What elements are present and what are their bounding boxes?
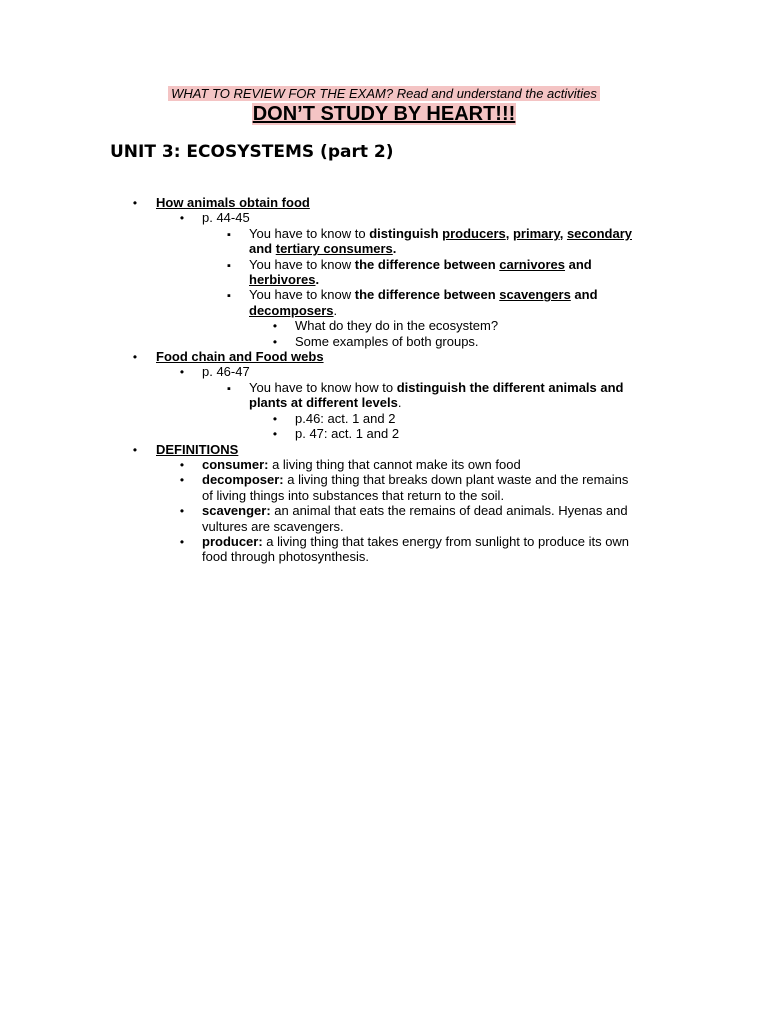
definition-text: producer: a living thing that takes energy from sunlight to produce its own food through photosynthesis. <box>202 533 630 565</box>
review-outline <box>0 195 768 565</box>
bullet-icon <box>175 534 189 550</box>
detail-text: What do they do in the ecosystem? <box>295 318 499 334</box>
requirement-item <box>0 380 768 411</box>
definition-text: decomposer: a living thing that breaks down plant waste and the remains of living things into substances that return to the soil. <box>202 472 629 503</box>
requirement-text: You have to know to distinguish producers, primary, secondary and tertiary consumers. <box>249 225 632 257</box>
definition-term: producer: <box>202 533 263 549</box>
requirement-item <box>0 257 768 288</box>
exam-review-note-text: WHAT TO REVIEW FOR THE EXAM? Read and understand the activities <box>168 86 600 101</box>
bullet-icon <box>268 426 282 442</box>
warning-title-text: DON’T STUDY BY HEART!!! <box>252 103 516 125</box>
definition-decomposer <box>0 472 768 503</box>
definition-text: scavenger: an animal that eats the remains of dead animals. Hyenas and vultures are scavengers. <box>202 503 628 534</box>
definition-text: consumer: a living thing that cannot make its own food <box>202 456 521 472</box>
exam-review-note <box>0 86 768 101</box>
definition-producer <box>0 534 768 565</box>
requirement-text: You have to know the difference between scavengers and decomposers. <box>249 287 598 318</box>
bullet-icon <box>268 318 282 334</box>
detail-item <box>0 334 768 349</box>
definition-term: scavenger: <box>202 503 271 519</box>
detail-item <box>0 318 768 333</box>
requirement-text: You have to know how to distinguish the different animals and plants at different levels. <box>249 379 624 411</box>
bullet-icon <box>175 457 189 473</box>
bullet-icon <box>128 442 142 458</box>
activity-item <box>0 426 768 441</box>
square-bullet-icon <box>222 226 236 243</box>
bullet-icon <box>175 210 189 226</box>
definition-consumer <box>0 457 768 472</box>
activity-text: p. 47: act. 1 and 2 <box>295 426 400 442</box>
square-bullet-icon <box>222 287 236 304</box>
section-heading: Food chain and Food webs <box>156 349 324 365</box>
section-food-chain-and-food-webs <box>0 349 768 364</box>
unit-title: UNIT 3: ECOSYSTEMS (part 2) <box>110 142 394 162</box>
page-reference <box>0 364 768 379</box>
requirement-item <box>0 287 768 318</box>
section-heading: How animals obtain food <box>156 195 310 210</box>
page-reference-text: p. 44-45 <box>202 210 250 226</box>
bullet-icon <box>175 364 189 380</box>
warning-title <box>0 102 768 126</box>
definition-term: consumer: <box>202 456 269 472</box>
bullet-icon <box>175 472 189 488</box>
bullet-icon <box>128 349 142 365</box>
page-reference <box>0 210 768 225</box>
section-how-animals-obtain-food <box>0 195 768 210</box>
section-definitions <box>0 442 768 457</box>
requirement-item <box>0 226 768 257</box>
activity-item <box>0 411 768 426</box>
square-bullet-icon <box>222 380 236 397</box>
bullet-icon <box>268 334 282 350</box>
requirement-text: You have to know the difference between carnivores and herbivores. <box>249 256 592 288</box>
definition-scavenger <box>0 503 768 534</box>
bullet-icon <box>175 503 189 519</box>
section-heading: DEFINITIONS <box>156 441 239 457</box>
bullet-icon <box>128 195 142 211</box>
activity-text: p.46: act. 1 and 2 <box>295 410 396 426</box>
definition-term: decomposer: <box>202 472 284 488</box>
bullet-icon <box>268 411 282 427</box>
detail-text: Some examples of both groups. <box>295 333 479 349</box>
square-bullet-icon <box>222 257 236 274</box>
page-reference-text: p. 46-47 <box>202 364 250 380</box>
